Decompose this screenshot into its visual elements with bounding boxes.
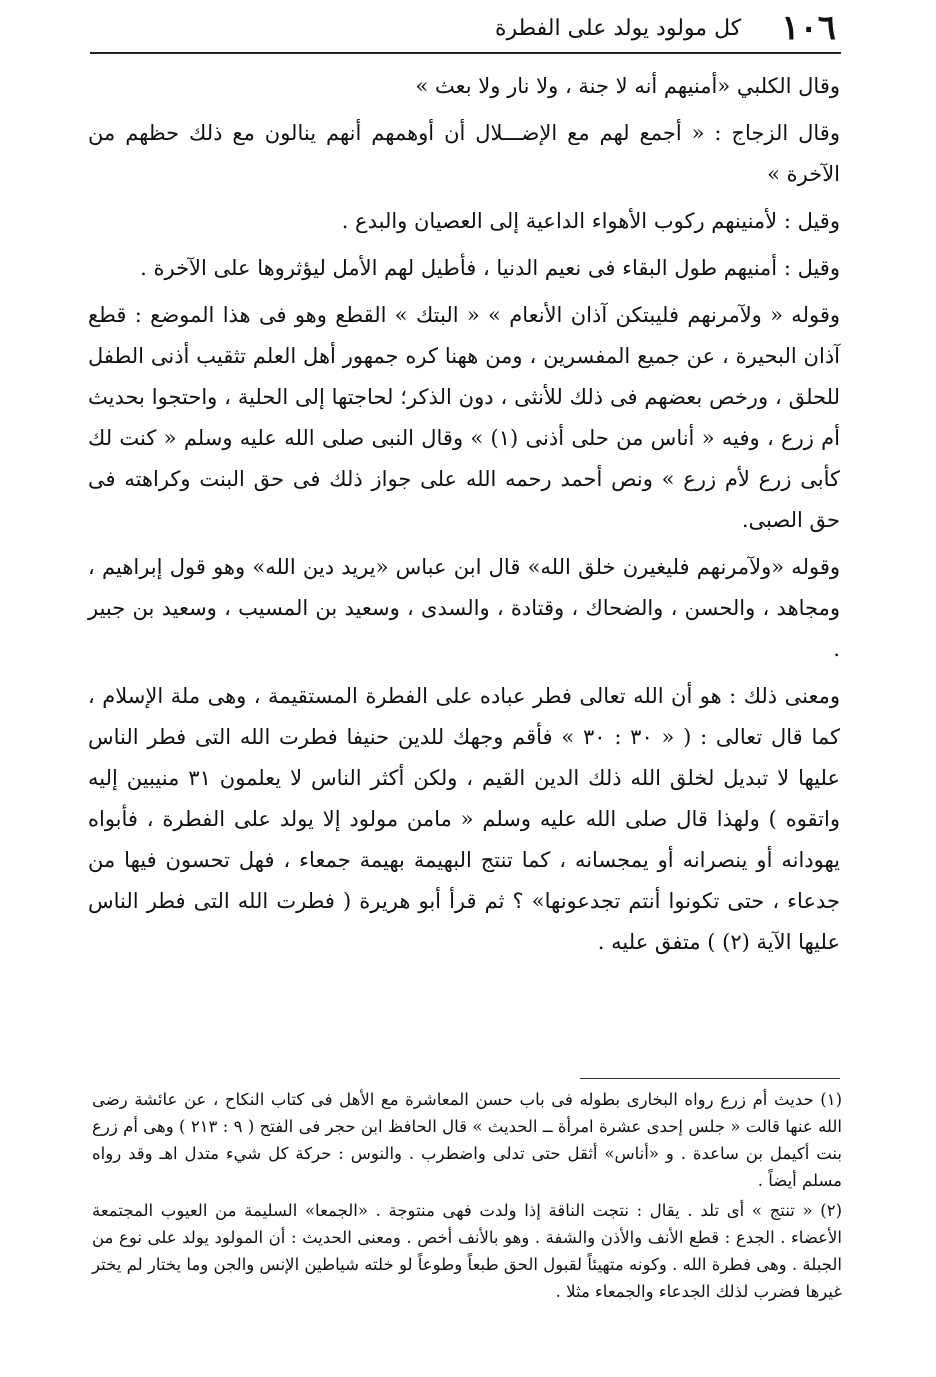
- paragraph-fitra: ومعنى ذلك : هو أن الله تعالى فطر عباده على الفطرة المستقيمة ، وهى ملة الإسلام ، كما قال تعالى : ( « ٣٠ : ٣٠ » فأقم وجهك للدين حنيفا فطرت الله التى فطر الناس عليها لا تبديل لخلق الله ذلك الدين القيم ، ولكن أكثر الناس لا يعلمون ٣١ منيبين إليه واتقوه ) ولهذا قال صلى الله عليه وسلم « مامن مولود إلا يولد على الفطرة ، فأبواه يهودانه أو ينصرانه أو يمجسانه ، كما تنتج البهيمة بهيمة جمعاء ، فهل تحسون فيها من جدعاء ، حتى تكونوا أنتم تجدعونها» ؟ ثم قرأ أبو هريرة ( فطرت الله التى فطر الناس عليها الآية (٢) ) متفق عليه .: [88, 684, 840, 954]
- page-header: [80, 8, 836, 48]
- header-divider: [90, 52, 841, 54]
- paragraph-baqa: وقيل : أمنيهم طول البقاء فى نعيم الدنيا ، فأطيل لهم الأمل ليؤثروها على الآخرة .: [140, 256, 840, 280]
- footnote-2: (٢) « تنتج » أى تلد . يقال : نتجت الناقة إذا ولدت فهى منتوجة . «الجمعا» السليمة من العيوب المجتمعة الأعضاء . الجدع : قطع الأنف والأذن والشفة . وهو بالأنف أخص . ومعنى الحديث : أن المولود يولد على نوع من الجبلة . وهى فطرة الله . وكونه متهيئاً لقبول الحق طبعاً وطوعاً لو خلته شياطين الإنس والجن وما يختار لم يختر غيرها فضرب لذلك الجدعاء والجمعاء مثلا .: [92, 1201, 842, 1301]
- paragraph-batk: وقوله « ولآمرنهم فليبتكن آذان الأنعام » « البتك » القطع وهو فى هذا الموضع : قطع آذان البحيرة ، عن جميع المفسرين ، ومن ههنا كره جمهور أهل العلم تثقيب أذنى الطفل للحلق ، ورخص بعضهم فى ذلك للأنثى ، دون الذكر؛ لحاجتها إلى الحلية ، واحتجوا بحديث أم زرع ، وفيه « أناس من حلى أذنى (١) » وقال النبى صلى الله عليه وسلم « كنت لك كأبى زرع لأم زرع » ونص أحمد رحمه الله على جواز ذلك فى حق البنت وكراهته فى حق الصبى.: [88, 303, 840, 532]
- main-text: [88, 66, 840, 969]
- paragraph-ahwa: وقيل : لأمنينهم ركوب الأهواء الداعية إلى العصيان والبدع .: [341, 209, 840, 233]
- footnote-1: (١) حديث أم زرع رواه البخارى بطوله فى باب حسن المعاشرة مع الأهل فى كتاب النكاح ، عن عائشة رضى الله عنها قالت « جلس إحدى عشرة امرأة ــ الحديث » قال الحافظ ابن حجر فى الفتح ( ٩ : ٢١٣ ) وهى أم زرع بنت أكيمل بن ساعدة . و «أناس» أثقل حتى تدلى واضطرب . والنوس : حركة كل شيء متدل اهـ وقد رواه مسلم أيضاً .: [92, 1090, 842, 1190]
- paragraph-zajjaj: وقال الزجاج : « أجمع لهم مع الإضـــلال أن أوهمهم أنهم ينالون مع ذلك حظهم من الآخرة »: [88, 121, 840, 186]
- paragraph-kalbi: وقال الكلبي «أمنيهم أنه لا جنة ، ولا نار ولا بعث »: [415, 74, 840, 98]
- footnote-divider: [580, 1078, 840, 1079]
- page-number: ١٠٦: [781, 8, 836, 48]
- footnotes: [92, 1086, 842, 1308]
- paragraph-khalq-allah: وقوله «ولآمرنهم فليغيرن خلق الله» قال ابن عباس «يريد دين الله» وهو قول إبراهيم ، ومجاهد ، والحسن ، والضحاك ، وقتادة ، والسدى ، وسعيد بن المسيب ، وسعيد بن جبير .: [88, 555, 840, 661]
- running-title: كل مولود يولد على الفطرة: [494, 15, 742, 41]
